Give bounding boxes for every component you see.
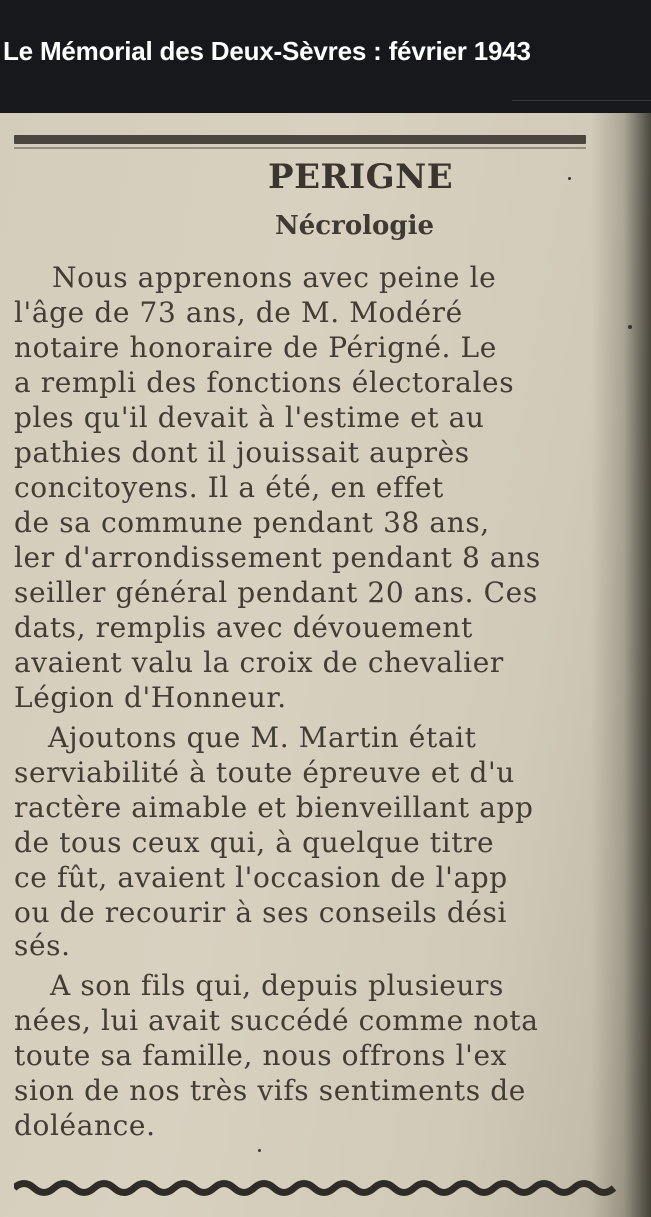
article-line: ou de recourir à ses conseils dési [14, 896, 508, 929]
header-divider [512, 100, 651, 101]
article-line: doléance. [14, 1109, 156, 1142]
article-line: seiller général pendant 20 ans. Ces [14, 576, 538, 609]
article-line: nées, lui avait succédé comme nota [14, 1004, 539, 1037]
article-line: ce fût, avaient l'occasion de l'app [14, 861, 508, 894]
article-line: a rempli des fonctions électorales [14, 366, 515, 399]
ink-speck [568, 177, 571, 180]
article-line: de tous ceux qui, à quelque titre [14, 826, 495, 859]
article-line: Ajoutons que M. Martin était [48, 721, 477, 754]
article-line: toute sa famille, nous offrons l'ex [14, 1039, 508, 1072]
article-line: A son fils qui, depuis plusieurs [50, 969, 505, 1002]
article-heading: PERIGNE [268, 157, 454, 197]
bottom-ornament-rule [14, 1179, 624, 1197]
page-edge-shadow [591, 113, 651, 1217]
article-line: Nous apprenons avec peine le [52, 261, 497, 294]
article-line: sion de nos très vifs sentiments de [14, 1074, 526, 1107]
newspaper-clipping [0, 113, 651, 1217]
header-bar [0, 0, 651, 113]
article-line: serviabilité à toute épreuve et d'u [14, 756, 515, 789]
article-line: sés. [14, 929, 71, 962]
top-rule [14, 135, 586, 144]
article-subheading: Nécrologie [275, 211, 434, 241]
article-line: ractère aimable et bienveillant app [14, 791, 534, 824]
ink-speck [258, 1149, 261, 1152]
article-line: notaire honoraire de Périgné. Le [14, 331, 497, 364]
page-title: Le Mémorial des Deux-Sèvres : février 1943 [3, 36, 531, 66]
article-line: dats, remplis avec dévouement [14, 611, 473, 644]
article-line: Légion d'Honneur. [14, 681, 287, 714]
article-line: ler d'arrondissement pendant 8 ans [14, 541, 541, 574]
article-line: pathies dont il jouissait auprès [14, 436, 470, 469]
top-rule-thin [14, 147, 586, 149]
article-line: l'âge de 73 ans, de M. Modéré [14, 296, 463, 329]
article-line: ples qu'il devait à l'estime et au [14, 401, 485, 434]
article-line: concitoyens. Il a été, en effet [14, 471, 444, 504]
article-line: avaient valu la croix de chevalier [14, 646, 504, 679]
article-line: de sa commune pendant 38 ans, [14, 506, 490, 539]
